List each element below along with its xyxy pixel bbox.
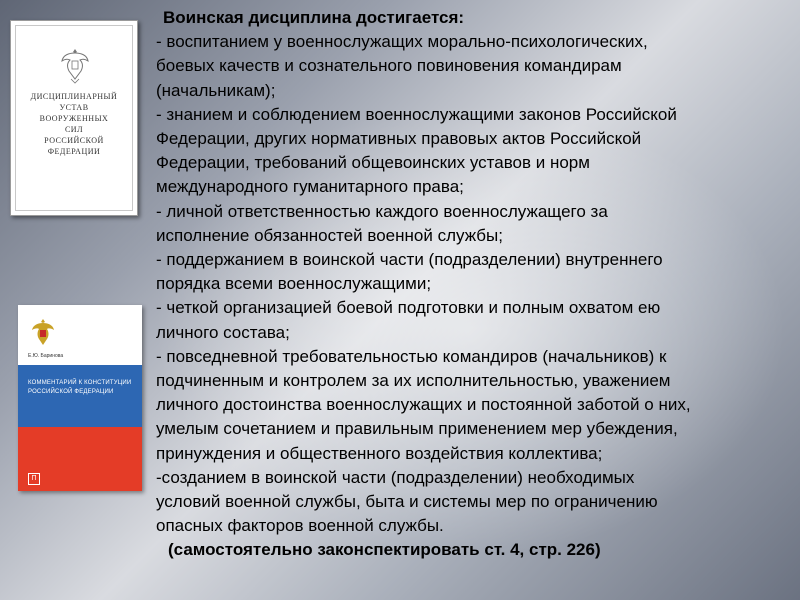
cover-blue-band bbox=[18, 365, 142, 427]
text-line: исполнение обязанностей военной службы; bbox=[156, 225, 503, 245]
coat-of-arms-emblem-icon bbox=[30, 317, 56, 349]
cover-title-line: ВООРУЖЕННЫХ bbox=[39, 114, 109, 123]
cover-title bbox=[11, 91, 137, 157]
cover-title-line: СИЛ bbox=[64, 125, 84, 134]
text-line: личного состава; bbox=[156, 322, 290, 342]
text-line: опасных факторов военной службы. bbox=[156, 516, 444, 536]
text-line: - воспитанием у военнослужащих морально-психологических, bbox=[156, 32, 648, 52]
text-line: условий военной службы, быта и системы мер по ограничению bbox=[156, 492, 658, 512]
text-lines bbox=[156, 30, 792, 538]
cover-red-band bbox=[18, 427, 142, 491]
disciplinary-charter-cover-image bbox=[10, 20, 138, 216]
text-line: боевых качеств и сознательного повиновения командирам bbox=[156, 56, 622, 76]
text-line: - личной ответственностью каждого военнослужащего за bbox=[156, 201, 608, 221]
text-line: - четкой организацией боевой подготовки и полным охватом ею bbox=[156, 298, 661, 318]
text-line: порядка всеми военнослужащими; bbox=[156, 274, 432, 294]
cover-title-line: УСТАВ bbox=[59, 103, 89, 112]
constitution-commentary-cover-image bbox=[18, 305, 142, 491]
publisher-logo: П bbox=[28, 473, 40, 485]
slide-heading: Воинская дисциплина достигается: bbox=[163, 8, 465, 27]
cover-title-line: ДИСЦИПЛИНАРНЫЙ bbox=[30, 92, 118, 101]
cover-title-line: РОССИЙСКОЙ bbox=[44, 136, 104, 145]
text-line: Федерации, других нормативных правовых актов Российской bbox=[156, 129, 642, 149]
text-line: подчиненным и контролем за их исполнительностью, уважением bbox=[156, 371, 671, 391]
text-line: (начальникам); bbox=[156, 80, 276, 100]
cover-title-line: ФЕДЕРАЦИИ bbox=[47, 147, 101, 156]
text-line: -созданием в воинской части (подразделении) необходимых bbox=[156, 467, 635, 487]
text-line: личного достоинства военнослужащих и постоянной заботой о них, bbox=[156, 395, 691, 415]
text-line: - поддержанием в воинской части (подразделении) внутреннего bbox=[156, 250, 663, 270]
cover-author: Е.Ю. Баринова bbox=[28, 353, 64, 359]
text-line: принуждения и общественного воздействия коллектива; bbox=[156, 443, 603, 463]
assignment-note: (самостоятельно законспектировать ст. 4, стр. 226) bbox=[168, 540, 601, 560]
double-headed-eagle-emblem-icon bbox=[59, 45, 91, 85]
text-line: Федерации, требований общевоинских уставов и норм bbox=[156, 153, 590, 173]
cover-title-line: КОММЕНТАРИЙ К КОНСТИТУЦИИ bbox=[28, 380, 132, 386]
text-line: международного гуманитарного права; bbox=[156, 177, 464, 197]
cover-title bbox=[28, 379, 132, 397]
text-line: - повседневной требовательностью командиров (начальников) к bbox=[156, 346, 667, 366]
cover-title-line: РОССИЙСКОЙ ФЕДЕРАЦИИ bbox=[28, 389, 114, 395]
text-line: умелым сочетанием и правильным применением мер убеждения, bbox=[156, 419, 678, 439]
slide-text bbox=[156, 6, 792, 563]
text-line: - знанием и соблюдением военнослужащими законов Российской bbox=[156, 104, 677, 124]
